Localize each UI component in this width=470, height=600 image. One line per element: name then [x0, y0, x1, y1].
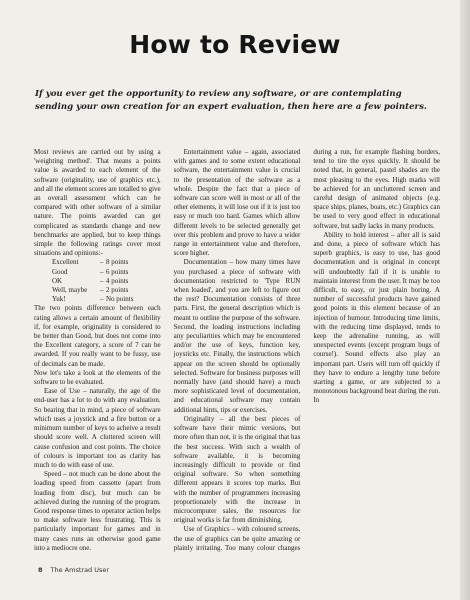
rating-row: OK – 4 points: [52, 276, 129, 285]
rating-points: 4 points: [106, 276, 129, 285]
rating-name: Yuk!: [52, 295, 66, 304]
rating-row: Excellent – 8 points: [52, 258, 129, 267]
rating-points: 8 points: [106, 258, 129, 267]
body-paragraph-entertainment: Entertainment value – again, associated with games and to some extent educational software, the entertainment value is crucial to the presentation of the software as a whole. Despite the fact that a piece of software can score well in most or all of the other elements, it will lose out if it is just too easy or much too hard. Games which allow different levels to be selected generally get over this problem and prove to have a wider range in entertainment value and therefore, score higher.: [173, 148, 301, 258]
body-paragraph-speed: Speed – not much can be done about the loading speed from cassette (apart from loading from disc), but much can be achieved during the running of the program. Good response times to operator action helps to make software less frustrating. This is particularly important for games and in many cases runs an otherwise good game into a mediocre one.: [34, 470, 161, 552]
page-number: 8: [38, 566, 43, 574]
rating-name: Excellent: [52, 258, 79, 267]
article-intro: If you ever get the opportunity to review any software, or are contemplating sending your own creation for an expert evaluation, then here are a few pointers.: [35, 89, 427, 112]
article-body: [34, 148, 440, 556]
page-footer: [38, 566, 109, 574]
rating-row: Well, maybe – 2 points: [52, 286, 129, 295]
article-title: How to Review: [129, 30, 341, 59]
rating-points: 2 points: [106, 286, 129, 295]
body-paragraph-interest: Ability to hold interest – after all is said and done, a piece of software which has superb graphics, is easy to use, has good documentation and is original in concept will undoubtedly fail if it is unable to maintain interest from the user. It may be too difficult, to easy, or just plain boring. A number of successful products have gained good points in this element because of an injection of humour. Introducing time limits, with the reducing time displayed, tends to keep the adrenaline running, as will unexpected events (except program bugs of course!). Sound effects also play an important part. Users will turn off quickly if they have to endure a lengthy tune before starting a game, or are subjected to a monotonous background beat during the run. In: [313, 230, 440, 405]
rating-row: Yuk! – No points: [52, 295, 134, 304]
body-paragraph-documentation: Documentation – how many times have you purchased a piece of software with documentation restricted to 'Type RUN when loaded', and you are left to figure out the rest? Documentation consists of three parts. First, the general description which is meant to outline the purpose of the software. Second, the loading instructions including any peculiarities which may be encountered and/or the use of keys, function key, joysticks etc. Finally, the instructions which appear on the screen should be optionally selected. Software for business purposes will normally have (and should have) a much more sophisticated level of documentation, and educational software may contain additional hints, tips or exercises.: [173, 258, 301, 414]
rating-name: Well, maybe: [52, 286, 88, 295]
rating-name: OK: [52, 276, 63, 285]
body-paragraph: Most reviews are carried out by using a 'weighting method'. That means a points value is awarded to each element of the software (originality, use of graphics etc.), and all the element scores are totalled to give an overall assessment which can be compared with other software of a similar nature. The points awarded can get complicated as standards change and new benchmarks are applied, but to keep things simple the following ratings cover most situations and opinions:-: [34, 148, 161, 258]
ratings-list: [34, 258, 161, 304]
body-paragraph-originality: Originality – all the best pieces of software have their mimic versions, but more often than not, it is the original that has the best success. With such a wealth of software available, it is becoming increasingly difficult to provide or find original software. So when something different appears it scores top marks. But with the number of programmers increasing proportionately with the increase in microcomputer sales, the resources for original works is far from diminishing.: [173, 414, 301, 525]
rating-name: Good: [52, 267, 68, 276]
rating-row: Good – 6 points: [52, 267, 129, 276]
rating-points: No points: [106, 295, 134, 304]
rating-points: 6 points: [106, 267, 129, 276]
body-paragraph: The two points difference between each rating allows a certain amount of flexibility if, for example, originality is considered to be better than Good, but does not come into the Excellent category, a score of 7 can be awarded. If you really want to be fussy, use of decimals can be made.: [34, 304, 161, 368]
publication-name: The Amstrad User: [50, 566, 110, 574]
body-paragraph-ease-of-use: Ease of Use – naturally, the age of the end-user has a lot to do with any evaluation. So bearing that in mind, a piece of software which uses a joystick and a fire button or a minimum number of keys to acheive a result should score well. A cluttered screen will cause confusion and cost points. The choice of colours is important too as clarity has much to do with ease of use.: [34, 387, 161, 469]
body-paragraph: Now let's take a look at the elements of the software to be evaluated.: [34, 368, 161, 387]
body-paragraph-graphics: Use of Graphics – with coloured screens, the use of graphics can be quite amazing or plainly irritating. Too many colour changes during a run, for example flashing borders, tend to tire the eyes quickly. It should be noted that, in general, pastel shades are the most pleasing to the eyes. High marks will be achieved for an uncluttered screen and careful design of animated objects (e.g. space ships, planes, boats, etc.) Graphics can be used to very good effect in educational software, but sadly lacks in many products.: [173, 148, 440, 552]
page-edge-shadow: [460, 0, 470, 600]
